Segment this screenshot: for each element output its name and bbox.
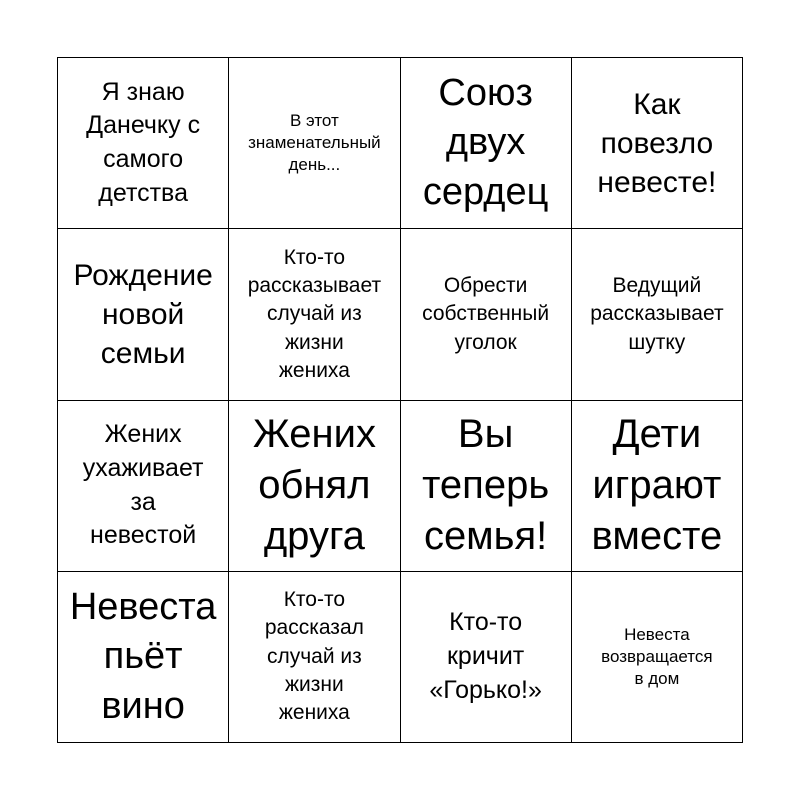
cell-text: Невеста пьёт вино xyxy=(69,585,217,727)
bingo-board xyxy=(57,57,743,743)
cell-text: Я знаю Данечку с самого детства xyxy=(86,77,201,207)
bingo-cell[interactable] xyxy=(58,58,229,229)
cell-text: Кто-то рассказывает случай из жизни жениха xyxy=(247,245,382,382)
cell-text: Кто-то рассказал случай из жизни жениха xyxy=(264,588,364,725)
cell-text: Кто-то кричит «Горько!» xyxy=(429,608,542,704)
cell-text: Рождение новой семьи xyxy=(73,258,213,370)
cell-text: Невеста возвращается в дом xyxy=(601,624,713,688)
bingo-cell[interactable] xyxy=(401,58,572,229)
bingo-cell[interactable] xyxy=(229,58,400,229)
bingo-cell[interactable] xyxy=(229,229,400,400)
bingo-cell[interactable] xyxy=(572,58,743,229)
bingo-cell[interactable] xyxy=(58,401,229,572)
cell-text: Жених ухаживает за невестой xyxy=(82,420,204,550)
bingo-cell[interactable] xyxy=(401,401,572,572)
bingo-cell[interactable] xyxy=(229,401,400,572)
bingo-cell[interactable] xyxy=(229,572,400,743)
cell-text: Обрести собственный уголок xyxy=(422,273,550,354)
bingo-cell[interactable] xyxy=(572,229,743,400)
bingo-cell[interactable] xyxy=(572,401,743,572)
bingo-cell[interactable] xyxy=(401,572,572,743)
cell-text: В этот знаменательный день... xyxy=(248,110,381,175)
bingo-cell[interactable] xyxy=(572,572,743,743)
bingo-cell[interactable] xyxy=(58,229,229,400)
cell-text: Как повезло невесте! xyxy=(597,87,717,199)
bingo-cell[interactable] xyxy=(58,572,229,743)
cell-text: Ведущий рассказывает шутку xyxy=(590,273,724,354)
cell-text: Вы теперь семья! xyxy=(422,412,550,559)
cell-text: Союз двух сердец xyxy=(422,72,549,213)
cell-text: Жених обнял друга xyxy=(252,412,376,559)
cell-text: Дети играют вместе xyxy=(591,412,723,559)
bingo-cell[interactable] xyxy=(401,229,572,400)
